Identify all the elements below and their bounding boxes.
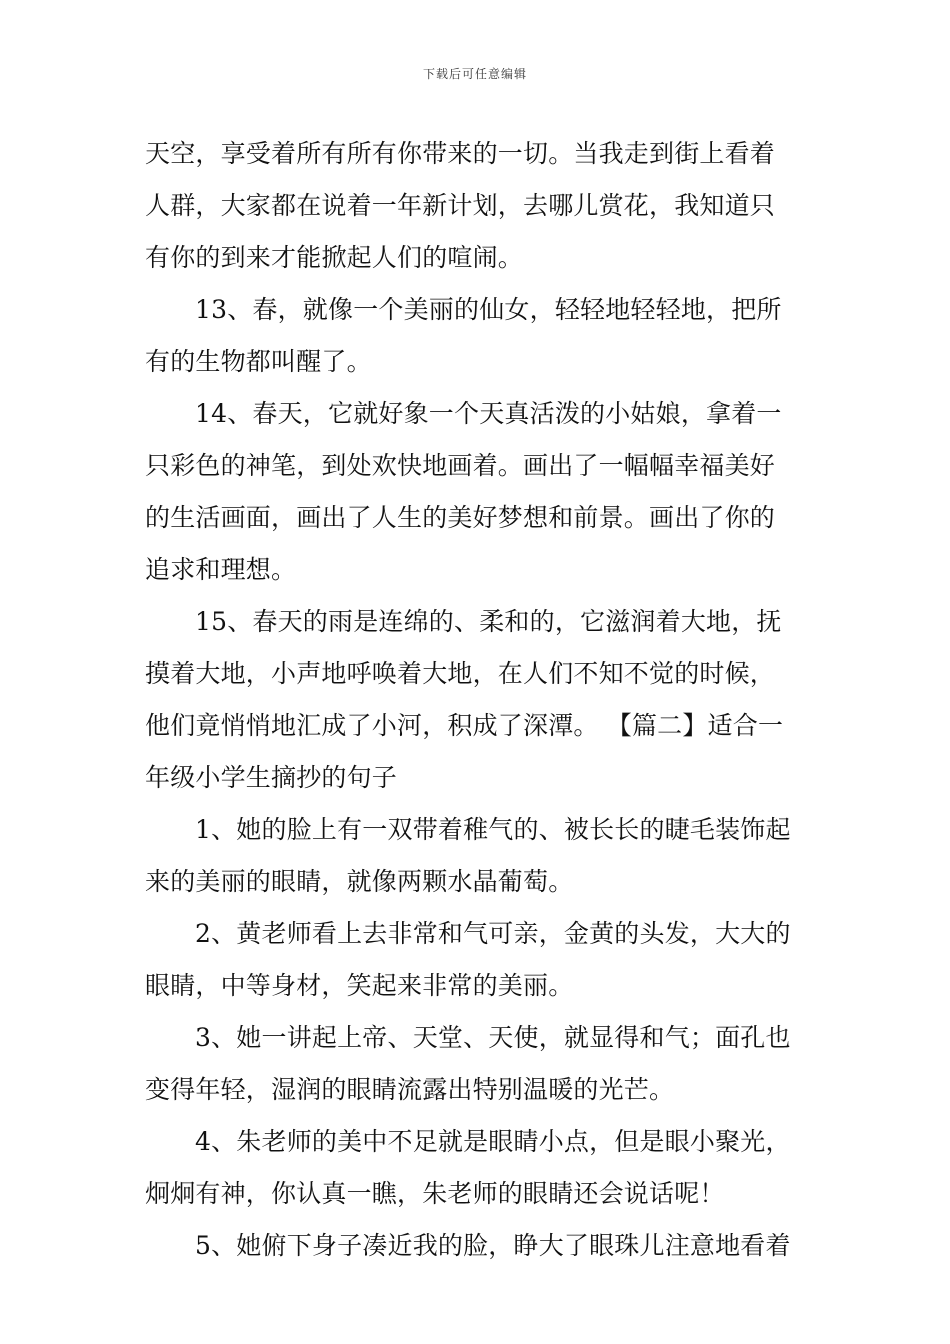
text-line: 有你的到来才能掀起人们的喧闹。 — [145, 243, 524, 272]
text-line: 追求和理想。 — [145, 555, 297, 584]
page-header: 下载后可任意编辑 — [422, 67, 527, 81]
text-line: 年级小学生摘抄的句子 — [145, 763, 398, 792]
text-line: 天空，享受着所有所有你带来的一切。当我走到街上看着 — [145, 139, 776, 168]
paragraph-start-1: 1、她的脸上有一双带着稚气的、被长长的睫毛装饰起 — [195, 815, 791, 844]
text-line: 来的美丽的眼睛，就像两颗水晶葡萄。 — [145, 867, 574, 896]
paragraph-start-4: 4、朱老师的美中不足就是眼睛小点，但是眼小聚光， — [195, 1127, 791, 1156]
paragraph-start-3: 3、她一讲起上帝、天堂、天使，就显得和气；面孔也 — [195, 1023, 791, 1052]
paragraph-start-2: 2、黄老师看上去非常和气可亲，金黄的头发，大大的 — [195, 919, 791, 948]
text-line: 炯炯有神，你认真一瞧，朱老师的眼睛还会说话呢！ — [145, 1179, 725, 1208]
paragraph-start-14: 14、春天，它就好象一个天真活泼的小姑娘，拿着一 — [195, 399, 782, 428]
text-line: 只彩色的神笔，到处欢快地画着。画出了一幅幅幸福美好 — [145, 451, 776, 480]
text-line: 的生活画面，画出了人生的美好梦想和前景。画出了你的 — [145, 503, 776, 532]
paragraph-start-5: 5、她俯下身子凑近我的脸，睁大了眼珠儿注意地看着 — [195, 1231, 791, 1260]
text-line: 人群，大家都在说着一年新计划，去哪儿赏花，我知道只 — [145, 191, 776, 220]
paragraph-start-15: 15、春天的雨是连绵的、柔和的，它滋润着大地，抚 — [195, 607, 782, 636]
document-body — [145, 128, 810, 1272]
paragraph-start-13: 13、春，就像一个美丽的仙女，轻轻地轻轻地，把所 — [195, 295, 782, 324]
text-line: 他们竟悄悄地汇成了小河，积成了深潭。 【篇二】适合一 — [145, 711, 784, 740]
text-line: 变得年轻，湿润的眼睛流露出特别温暖的光芒。 — [145, 1075, 675, 1104]
text-line: 有的生物都叫醒了。 — [145, 347, 372, 376]
text-line: 摸着大地，小声地呼唤着大地，在人们不知不觉的时候， — [145, 659, 776, 688]
text-line: 眼睛，中等身材，笑起来非常的美丽。 — [145, 971, 574, 1000]
